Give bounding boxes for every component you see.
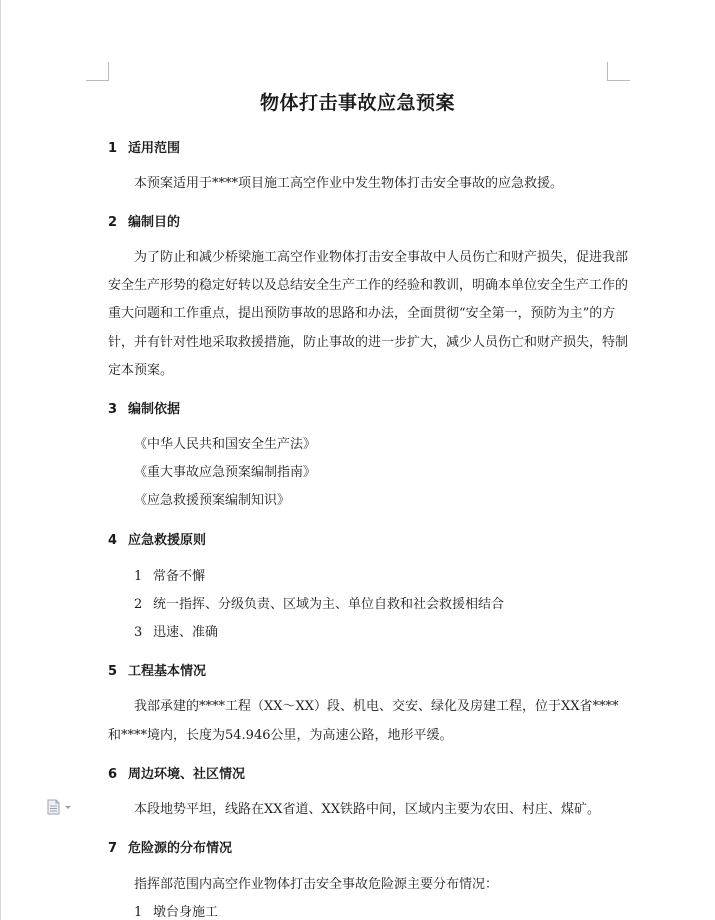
paragraph-line: 我部承建的****工程（XX～XX）段、机电、交安、绿化及房建工程，位于XX省**** [134, 699, 619, 714]
list-text: 常备不懈 [153, 569, 206, 584]
section-number: 2 [108, 215, 118, 230]
crop-mark-top-right [607, 62, 630, 81]
section-number: 4 [108, 533, 118, 548]
paragraph-line: 和****境内，长度为54.946公里，为高速公路，地形平缓。 [108, 728, 453, 743]
document-dropdown-icon[interactable] [47, 799, 75, 815]
section-title: 编制依据 [128, 402, 181, 417]
list-number: 3 [134, 625, 143, 640]
section-6-heading [108, 763, 245, 782]
document-title: 物体打击事故应急预案 [259, 92, 455, 114]
section-title: 适用范围 [128, 141, 181, 156]
section-7-heading [108, 837, 232, 856]
section-2-heading [108, 211, 180, 230]
section-title: 应急救援原则 [128, 533, 207, 548]
list-item [134, 565, 205, 584]
list-text: 统一指挥、分级负责、区域为主、单位自救和社会救援相结合 [153, 597, 505, 612]
section-4-heading [108, 529, 206, 548]
paragraph-line: 定本预案。 [108, 363, 174, 378]
reference-item: 《中华人民共和国安全生产法》 [134, 437, 317, 452]
list-number: 1 [134, 569, 143, 584]
list-item [134, 901, 218, 920]
page-left-edge [0, 0, 1, 920]
paragraph-line: 重大问题和工作重点，提出预防事故的思路和办法，全面贯彻“安全第一，预防为主”的方 [108, 306, 616, 321]
section-number: 7 [108, 841, 118, 856]
section-1-text: 本预案适用于****项目施工高空作业中发生物体打击安全事故的应急救援。 [134, 176, 564, 191]
crop-mark-top-left [86, 62, 109, 81]
list-number: 2 [134, 597, 143, 612]
section-number: 1 [108, 141, 118, 156]
list-item [134, 621, 218, 640]
reference-item: 《重大事故应急预案编制指南》 [134, 465, 317, 480]
section-3-heading [108, 398, 180, 417]
section-title: 工程基本情况 [128, 664, 207, 679]
paragraph-line: 为了防止和减少桥梁施工高空作业物体打击安全事故中人员伤亡和财产损失，促进我部 [134, 250, 629, 265]
reference-item: 《应急救援预案编制知识》 [134, 493, 291, 508]
section-title: 周边环境、社区情况 [128, 767, 246, 782]
list-number: 1 [134, 905, 143, 920]
section-number: 6 [108, 767, 118, 782]
section-number: 3 [108, 402, 118, 417]
section-7-text: 指挥部范围内高空作业物体打击安全事故危险源主要分布情况： [134, 877, 499, 892]
section-title: 编制目的 [128, 215, 181, 230]
list-item [134, 593, 504, 612]
section-6-text: 本段地势平坦，线路在XX省道、XX铁路中间，区域内主要为农田、村庄、煤矿。 [134, 802, 601, 817]
section-1-heading [108, 137, 180, 156]
paragraph-line: 针，并有针对性地采取救援措施，防止事故的进一步扩大，减少人员伤亡和财产损失，特制 [108, 335, 629, 350]
section-5-heading [108, 660, 206, 679]
list-text: 迅速、准确 [153, 625, 219, 640]
paragraph-line: 安全生产形势的稳定好转以及总结安全生产工作的经验和教训，明确本单位安全生产工作的 [108, 278, 629, 293]
list-text: 墩台身施工 [153, 905, 219, 920]
section-number: 5 [108, 664, 118, 679]
section-title: 危险源的分布情况 [128, 841, 233, 856]
